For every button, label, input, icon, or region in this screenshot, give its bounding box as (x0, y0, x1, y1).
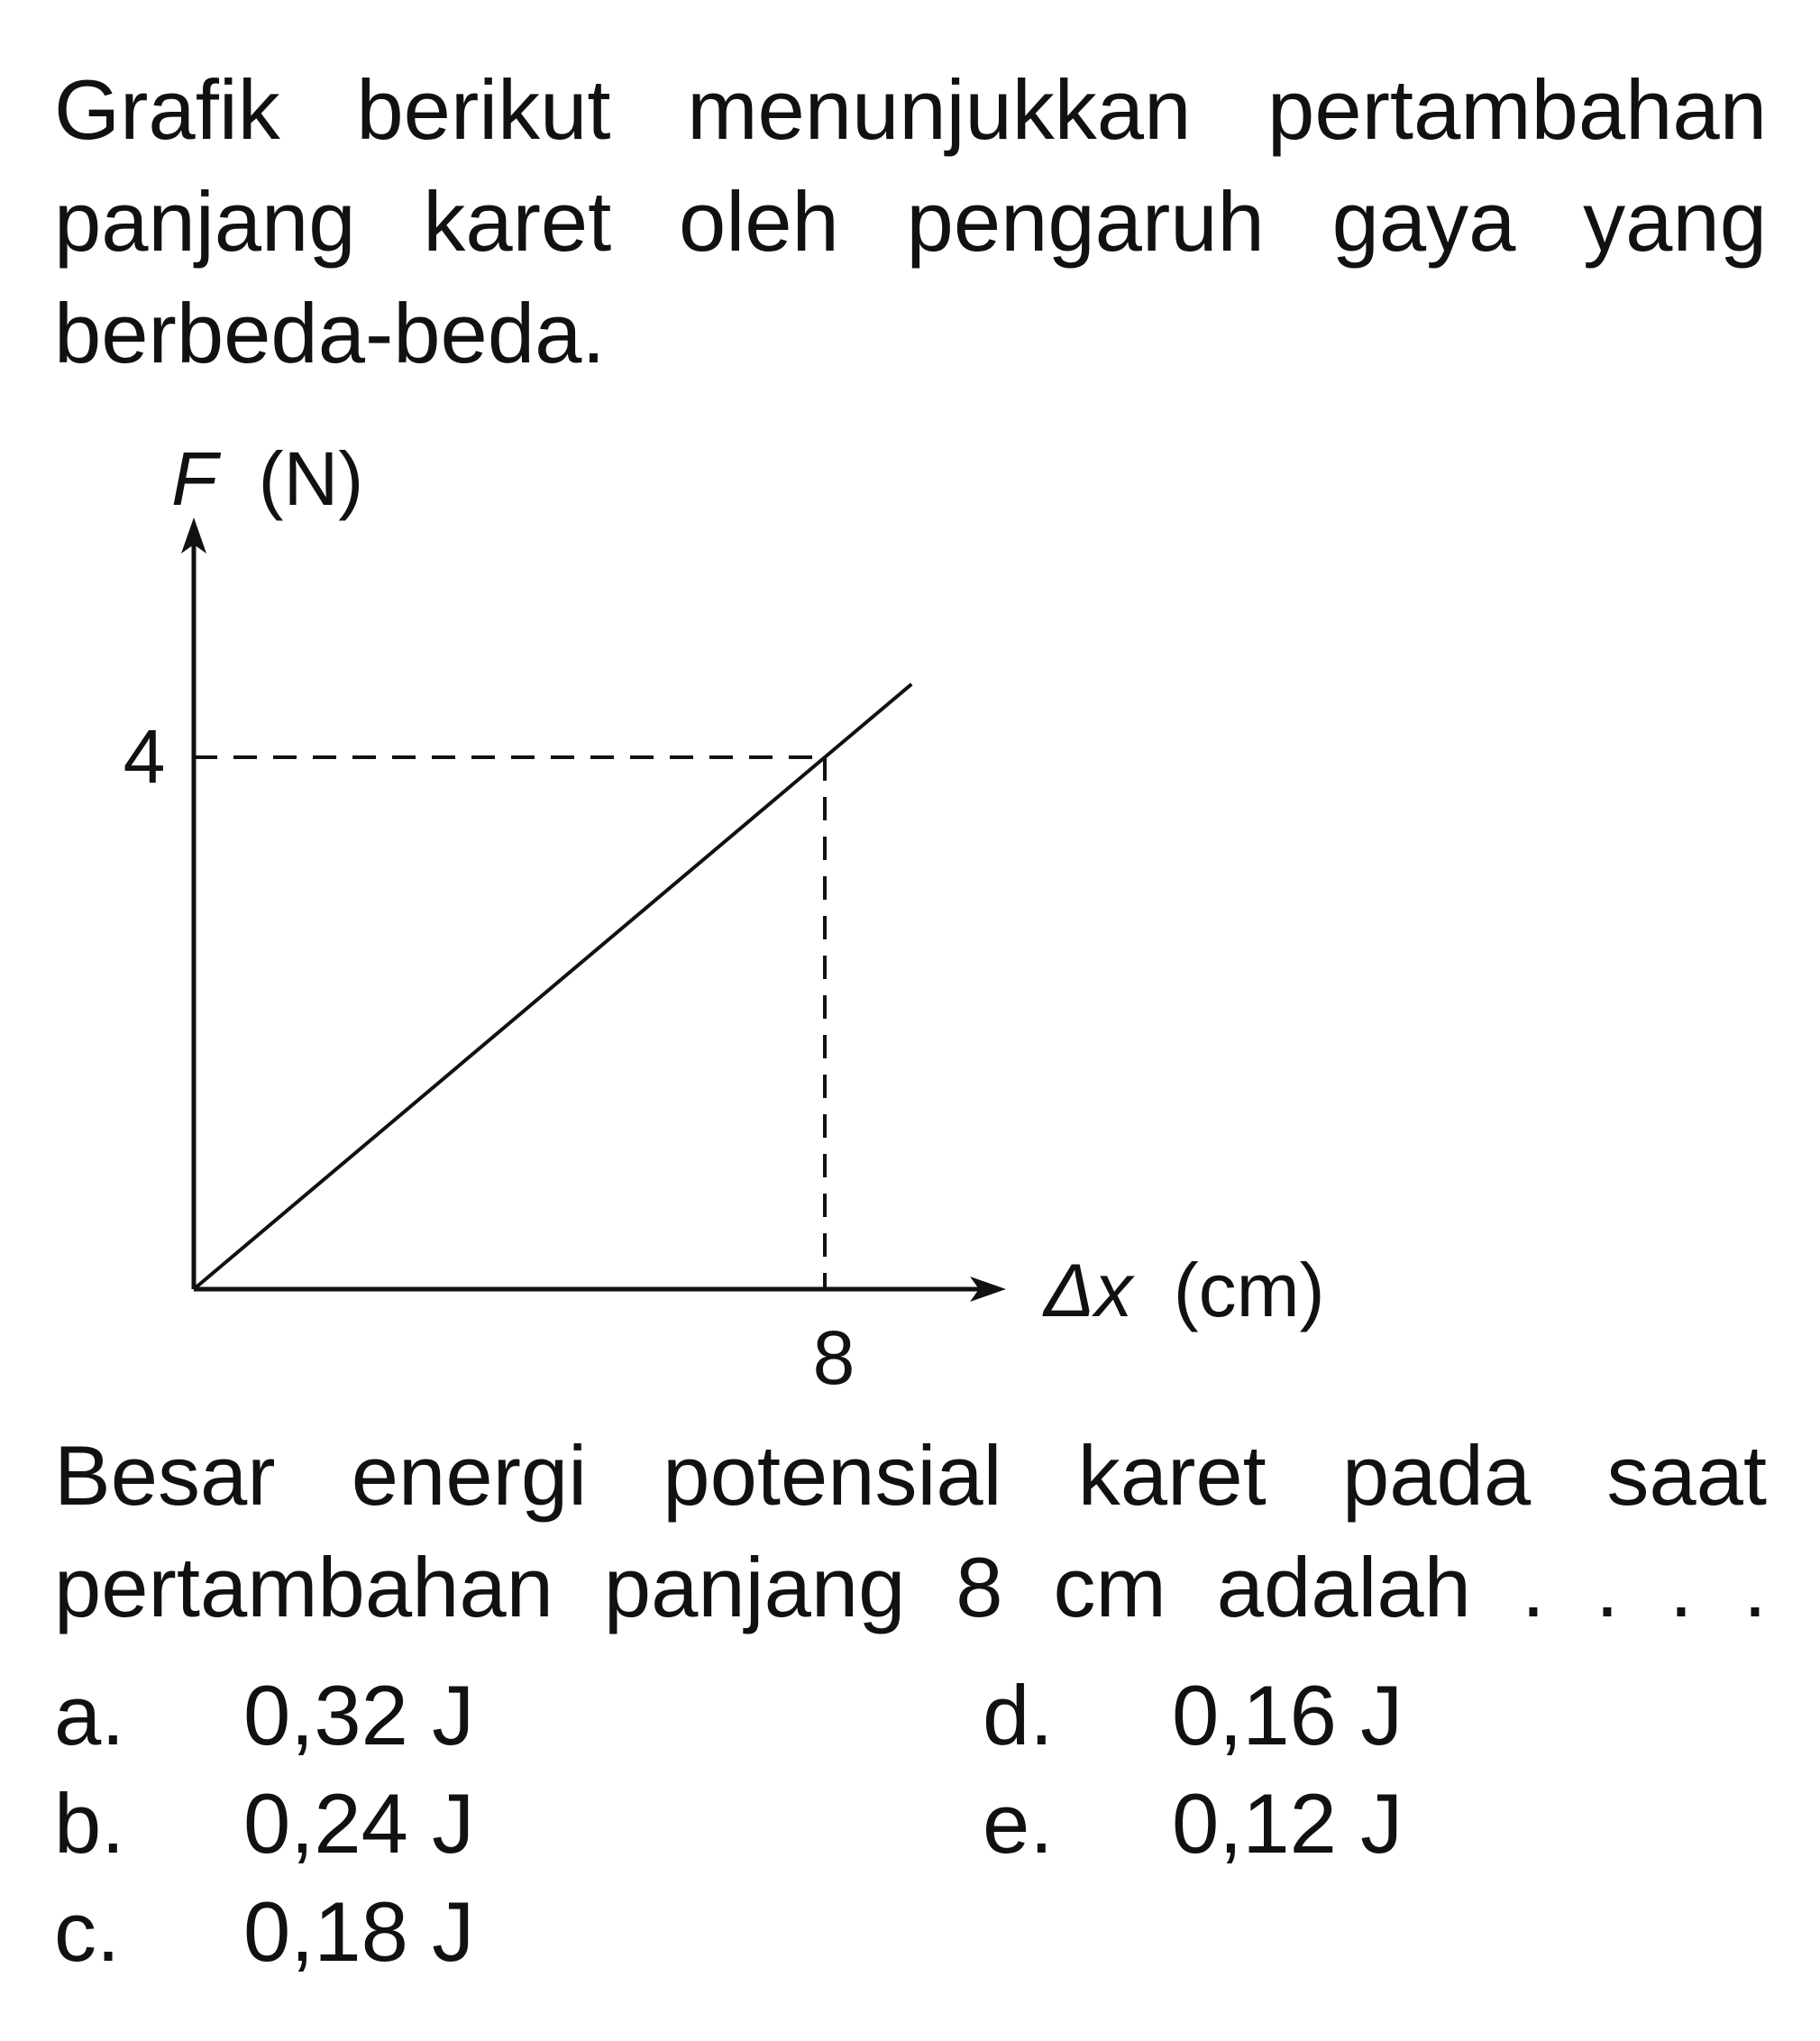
intro-line-1: Grafik berikut menunjukkan pertambahan (54, 62, 1767, 157)
option-a-letter: a. (54, 1668, 125, 1762)
option-c-letter: c. (54, 1884, 121, 1979)
y-axis-label-var: F (171, 436, 218, 521)
option-b-letter: b. (54, 1776, 125, 1871)
x-axis-label-unit: (cm) (1173, 1248, 1325, 1332)
option-b-value: 0,24 J (243, 1776, 475, 1871)
option-e-letter: e. (983, 1776, 1054, 1871)
intro-line-3: berbeda-beda. (54, 286, 606, 380)
y-axis-label-unit: (N) (258, 436, 364, 521)
x-axis-label-var: Δx (1044, 1248, 1133, 1332)
option-c-value: 0,18 J (243, 1884, 475, 1979)
y-tick-label: 4 (123, 714, 166, 799)
intro-line-2: panjang karet oleh pengaruh gaya yang (54, 174, 1767, 269)
option-e-value: 0,12 J (1172, 1776, 1404, 1871)
data-line (194, 684, 911, 1289)
question-line-2: pertambahan panjang 8 cm adalah . . . . (54, 1540, 1767, 1634)
option-d-letter: d. (983, 1668, 1054, 1762)
x-tick-label: 8 (812, 1315, 855, 1400)
option-d-value: 0,16 J (1172, 1668, 1404, 1762)
option-a-value: 0,32 J (243, 1668, 475, 1762)
x-axis-label (1042, 1248, 1325, 1332)
question-line-1: Besar energi potensial karet pada saat (54, 1428, 1767, 1523)
y-axis-label (171, 436, 363, 521)
question-text (54, 1420, 1767, 1643)
